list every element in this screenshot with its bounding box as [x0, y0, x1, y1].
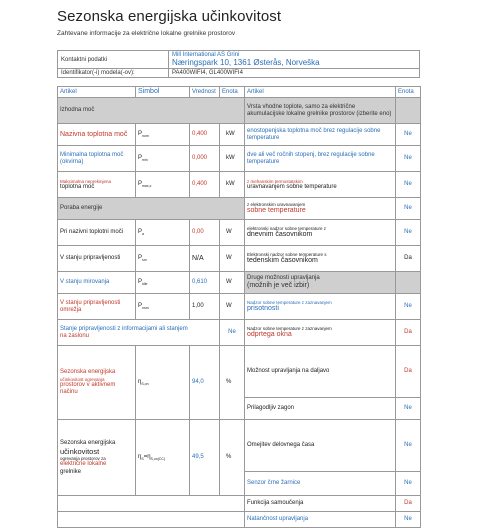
mir-symbol: $P_{idle}$	[136, 272, 190, 294]
table-row	[58, 172, 421, 198]
page-title: Sezonska energijska učinkovitost	[57, 8, 282, 25]
pripr-symbol: $P_{sm}$	[136, 246, 190, 272]
min-label: Minimalna toplotna moč (okvirna)	[58, 146, 136, 172]
page-subtitle: Zahtevane informacije za električne lokalne grelnike prostorov	[57, 30, 236, 37]
table-row	[58, 272, 421, 294]
rhs-enostopenjska: enostopenjska toplotna moč brez regulacije sobne temperature	[245, 124, 396, 146]
contact-address: Næringspark 10, 1361 Østerås, Norveška	[172, 58, 320, 67]
answer-ne: Ne	[396, 172, 421, 198]
answer-ne: Ne	[396, 472, 421, 496]
rhs-druge: Druge možnosti upravljanja (možnih je več izbir)	[245, 272, 396, 294]
rhs-dve: dve ali več ročnih stopenj, brez regulacije sobne temperature	[245, 146, 396, 172]
polna-value: 0,00	[190, 220, 220, 246]
col-simbol: Simbol	[136, 87, 190, 98]
min-symbol: $P_{min}$	[136, 146, 190, 172]
contact-label: Kontaktni podatki	[58, 51, 169, 69]
omr-label: V stanju pripravljenosti omrežja	[58, 294, 136, 320]
col-vrednost: Vrednost	[190, 87, 220, 98]
mir-label: V stanju mirovanja	[58, 272, 136, 294]
sez-value: 94,0	[190, 346, 220, 420]
table-row	[58, 220, 421, 246]
answer-ne: Ne	[396, 294, 421, 320]
sez-symbol: $\eta_{S,on}$	[136, 346, 190, 420]
rhs-okno: Nadzor sobne temperature z zaznavanjem odprtega okna	[245, 320, 396, 346]
table-row	[58, 198, 421, 220]
answer-da: Da	[396, 246, 421, 272]
rhs-intro: Vrsta vhodne toplote, samo za električne akumulacijske lokalne grelnike prostorov (izberite eno)	[245, 98, 396, 124]
pripr-unit: W	[220, 246, 245, 272]
table-row	[58, 346, 421, 398]
table-row	[58, 496, 421, 512]
sez-unit: %	[220, 346, 245, 420]
ident-value: PA400WIFI4, GL400WIFI4	[169, 69, 420, 78]
polna-label: Pri nazivni toplotni moči	[58, 220, 136, 246]
answer-da: Da	[396, 346, 421, 398]
answer-ne: Ne	[396, 124, 421, 146]
answer-ne: Ne	[396, 198, 421, 220]
max-unit: kW	[220, 172, 245, 198]
info-label: Stanje pripravljenosti z informacijami ali stanjem na zaslonu	[58, 320, 220, 346]
nazivna-symbol: $P_{nom}$	[136, 124, 190, 146]
sez-label: Sezonska energijska učinkovitost ogrevanja prostorov v aktivnem načinu	[58, 346, 136, 420]
answer-ne: Ne	[396, 420, 421, 472]
table-row	[58, 98, 421, 124]
answer-ne: Ne	[396, 512, 421, 528]
nazivna-label: Nazivna toplotna moč	[58, 124, 136, 146]
nazivna-value: 0,400	[190, 124, 220, 146]
table-row	[58, 146, 421, 172]
contact-value	[169, 51, 420, 69]
pripr-label: V stanju pripravljenosti	[58, 246, 136, 272]
rhs-dnevni: elektronski nadzor sobne temperature z dnevnim časovnikom	[245, 220, 396, 246]
rhs-senzor: Senzor črne žarnice	[245, 472, 396, 496]
answer-ne: Ne	[396, 146, 421, 172]
rhs-daljavo: Možnost upravljanja na daljavo	[245, 346, 396, 398]
rhs-samoucenje: Funkcija samoučenja	[245, 496, 396, 512]
rhs-prilagodljiv: Prilagodljiv zagon	[245, 398, 396, 420]
max-symbol: $P_{max,c}$	[136, 172, 190, 198]
col-enota2: Enota	[396, 87, 421, 98]
table-row	[58, 320, 421, 346]
max-value: 0,400	[190, 172, 220, 198]
answer-da: Da	[396, 320, 421, 346]
header-table	[57, 50, 420, 78]
omr-unit: W	[220, 294, 245, 320]
pripr-value: N/A	[190, 246, 220, 272]
answer-ne: Ne	[396, 220, 421, 246]
sez2-unit: %	[220, 420, 245, 496]
section-izhodna-moc: Izhodna moč	[58, 98, 245, 124]
section-poraba: Poraba energije	[58, 198, 245, 220]
nazivna-unit: kW	[220, 124, 245, 146]
table-row	[58, 124, 421, 146]
omr-symbol: $P_{nsm}$	[136, 294, 190, 320]
rhs-omejitev: Omejitev delovnega časa	[245, 420, 396, 472]
min-unit: kW	[220, 146, 245, 172]
contact-company: Mill International AS Grini	[172, 52, 240, 58]
mir-value: 0,610	[190, 272, 220, 294]
rhs-mehanski: z mehanskim termostatskim uravnavanjem sobne temperature	[245, 172, 396, 198]
rhs-natancnost: Natančnost upravljanja	[245, 512, 396, 528]
polna-symbol: $P_a$	[136, 220, 190, 246]
table-row	[58, 512, 421, 528]
rhs-tedenski: Elektronski nadzor sobne temperature s tedenskim časovnikom	[245, 246, 396, 272]
spec-table	[57, 86, 421, 528]
omr-value: 1,00	[190, 294, 220, 320]
sez2-label: Sezonska energijska učinkovitost ogrevanja prostorov za električne lokalne grelnike	[58, 420, 136, 496]
answer-ne: Ne	[220, 320, 245, 346]
col-enota: Enota	[220, 87, 245, 98]
table-row	[58, 420, 421, 472]
sez2-value: 49,5	[190, 420, 220, 496]
table-row	[58, 294, 421, 320]
mir-unit: W	[220, 272, 245, 294]
ident-label: Identifikator(-i) modela(-ov):	[58, 69, 169, 78]
rhs-elektronsko: z elektronskim uravnavanjem sobne temperature	[245, 198, 396, 220]
table-row	[58, 246, 421, 272]
answer-da: Da	[396, 496, 421, 512]
col-artikel2: Artikel	[245, 87, 396, 98]
answer-ne: Ne	[396, 398, 421, 420]
sez2-symbol: $\eta_S=\eta_{S,on(CC)}$	[136, 420, 190, 496]
max-label: Maksimalna neprekinjena toplotna moč	[58, 172, 136, 198]
col-artikel: Artikel	[58, 87, 136, 98]
min-value: 0,000	[190, 146, 220, 172]
column-header-row	[58, 87, 421, 98]
polna-unit: W	[220, 220, 245, 246]
rhs-prisotnost: Nadzor sobne temperature z zaznavanjem prisotnosti	[245, 294, 396, 320]
